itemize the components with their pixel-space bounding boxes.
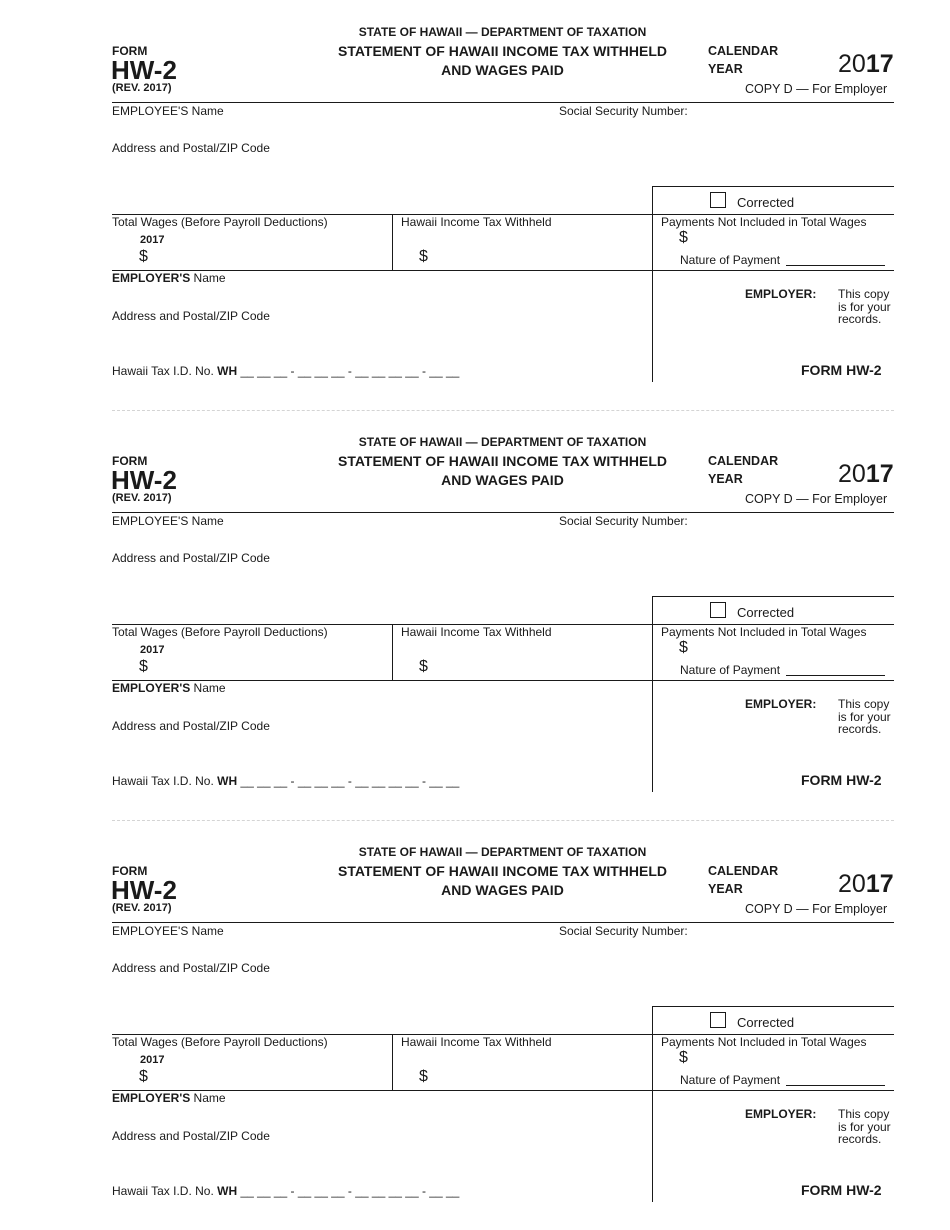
corrected-label: Corrected xyxy=(737,195,795,210)
form-revision: (REV. 2017) xyxy=(112,82,172,94)
right-column-divider xyxy=(652,596,653,792)
agency-title: STATE OF HAWAII — DEPARTMENT OF TAXATION xyxy=(358,845,647,859)
wages-year: 2017 xyxy=(140,234,165,246)
corrected-label: Corrected xyxy=(737,605,795,620)
wages-year: 2017 xyxy=(140,1054,165,1066)
form-footer: FORM HW-2 xyxy=(801,772,882,788)
calendar-year: 2017 xyxy=(838,870,894,898)
hawaii-tax-id: Hawaii Tax I.D. No. WH __ __ __ - __ __ __ - __ __ __ __ - __ __ xyxy=(112,774,460,788)
calendar-year: 2017 xyxy=(838,460,894,488)
employer-label: EMPLOYER: xyxy=(745,697,817,711)
employer-records-note: This copy is for your records. xyxy=(838,697,891,736)
payments-not-included-label: Payments Not Included in Total Wages xyxy=(661,1035,867,1049)
corrected-box-top xyxy=(653,1006,894,1007)
form-revision: (REV. 2017) xyxy=(112,902,172,914)
right-column-divider xyxy=(652,1006,653,1202)
employee-name-label: EMPLOYEE'S Name xyxy=(112,514,224,528)
tax-withheld-dollar: $ xyxy=(419,1068,428,1085)
employer-label: EMPLOYER: xyxy=(745,287,817,301)
agency-title: STATE OF HAWAII — DEPARTMENT OF TAXATION xyxy=(358,435,647,449)
statement-title-line1: STATEMENT OF HAWAII INCOME TAX WITHHELD xyxy=(338,863,667,879)
total-wages-dollar: $ xyxy=(139,248,148,265)
statement-title-line1: STATEMENT OF HAWAII INCOME TAX WITHHELD xyxy=(338,43,667,59)
employee-address-label: Address and Postal/ZIP Code xyxy=(112,141,270,155)
ssn-label: Social Security Number: xyxy=(559,514,688,528)
form-label: FORM xyxy=(112,864,148,878)
hawaii-tax-id: Hawaii Tax I.D. No. WH __ __ __ - __ __ __ - __ __ __ __ - __ __ xyxy=(112,364,460,378)
hw2-form-copy-2 xyxy=(0,410,950,810)
statement-title-line2: AND WAGES PAID xyxy=(441,62,564,78)
year-label: YEAR xyxy=(708,472,743,486)
wages-year: 2017 xyxy=(140,644,165,656)
ssn-label: Social Security Number: xyxy=(559,104,688,118)
tax-withheld-dollar: $ xyxy=(419,248,428,265)
payments-dollar: $ xyxy=(679,229,688,246)
employer-name-label: EMPLOYER'S Name xyxy=(112,1091,226,1105)
form-number: HW-2 xyxy=(111,875,177,905)
corrected-box-top xyxy=(653,186,894,187)
employer-records-note: This copy is for your records. xyxy=(838,287,891,326)
total-wages-dollar: $ xyxy=(139,1068,148,1085)
ssn-label: Social Security Number: xyxy=(559,924,688,938)
employee-name-label: EMPLOYEE'S Name xyxy=(112,104,224,118)
year-label: YEAR xyxy=(708,882,743,896)
form-footer: FORM HW-2 xyxy=(801,362,882,378)
copy-designation: COPY D — For Employer xyxy=(745,902,888,916)
total-wages-label: Total Wages (Before Payroll Deductions) xyxy=(112,1035,328,1049)
form-label: FORM xyxy=(112,44,148,58)
employee-address-label: Address and Postal/ZIP Code xyxy=(112,961,270,975)
employer-row-top xyxy=(112,270,894,271)
nature-of-payment-line xyxy=(786,265,885,266)
employer-address-label: Address and Postal/ZIP Code xyxy=(112,1129,270,1143)
calendar-year: 2017 xyxy=(838,50,894,78)
tax-withheld-dollar: $ xyxy=(419,658,428,675)
nature-of-payment-label: Nature of Payment xyxy=(680,663,781,677)
form-label: FORM xyxy=(112,454,148,468)
payments-dollar: $ xyxy=(679,639,688,656)
wages-divider xyxy=(392,624,393,680)
payments-dollar: $ xyxy=(679,1049,688,1066)
form-number: HW-2 xyxy=(111,55,177,85)
calendar-label: CALENDAR xyxy=(708,864,779,878)
hw2-form-copy-1 xyxy=(0,0,950,400)
corrected-box-top xyxy=(653,596,894,597)
agency-title: STATE OF HAWAII — DEPARTMENT OF TAXATION xyxy=(358,25,647,39)
year-label: YEAR xyxy=(708,62,743,76)
copy-designation: COPY D — For Employer xyxy=(745,492,888,506)
header-rule xyxy=(112,922,894,923)
employee-name-label: EMPLOYEE'S Name xyxy=(112,924,224,938)
wages-divider xyxy=(392,1034,393,1090)
wages-divider xyxy=(392,214,393,270)
total-wages-dollar: $ xyxy=(139,658,148,675)
nature-of-payment-label: Nature of Payment xyxy=(680,253,781,267)
hawaii-tax-withheld-label: Hawaii Income Tax Withheld xyxy=(401,215,552,229)
employer-name-label: EMPLOYER'S Name xyxy=(112,271,226,285)
corrected-label: Corrected xyxy=(737,1015,795,1030)
employer-name-label: EMPLOYER'S Name xyxy=(112,681,226,695)
employee-address-label: Address and Postal/ZIP Code xyxy=(112,551,270,565)
nature-of-payment-line xyxy=(786,1085,885,1086)
hawaii-tax-withheld-label: Hawaii Income Tax Withheld xyxy=(401,1035,552,1049)
total-wages-label: Total Wages (Before Payroll Deductions) xyxy=(112,215,328,229)
payments-not-included-label: Payments Not Included in Total Wages xyxy=(661,215,867,229)
employer-records-note: This copy is for your records. xyxy=(838,1107,891,1146)
nature-of-payment-line xyxy=(786,675,885,676)
statement-title-line2: AND WAGES PAID xyxy=(441,882,564,898)
header-rule xyxy=(112,102,894,103)
calendar-label: CALENDAR xyxy=(708,454,779,468)
corrected-checkbox[interactable] xyxy=(710,602,726,618)
corrected-checkbox[interactable] xyxy=(710,1012,726,1028)
header-rule xyxy=(112,512,894,513)
hw2-form-copy-3 xyxy=(0,820,950,1220)
statement-title-line1: STATEMENT OF HAWAII INCOME TAX WITHHELD xyxy=(338,453,667,469)
form-number: HW-2 xyxy=(111,465,177,495)
employer-address-label: Address and Postal/ZIP Code xyxy=(112,309,270,323)
corrected-checkbox[interactable] xyxy=(710,192,726,208)
statement-title-line2: AND WAGES PAID xyxy=(441,472,564,488)
payments-not-included-label: Payments Not Included in Total Wages xyxy=(661,625,867,639)
right-column-divider xyxy=(652,186,653,382)
form-revision: (REV. 2017) xyxy=(112,492,172,504)
total-wages-label: Total Wages (Before Payroll Deductions) xyxy=(112,625,328,639)
employer-row-top xyxy=(112,680,894,681)
hawaii-tax-withheld-label: Hawaii Income Tax Withheld xyxy=(401,625,552,639)
hawaii-tax-id: Hawaii Tax I.D. No. WH __ __ __ - __ __ __ - __ __ __ __ - __ __ xyxy=(112,1184,460,1198)
employer-label: EMPLOYER: xyxy=(745,1107,817,1121)
employer-row-top xyxy=(112,1090,894,1091)
copy-designation: COPY D — For Employer xyxy=(745,82,888,96)
calendar-label: CALENDAR xyxy=(708,44,779,58)
employer-address-label: Address and Postal/ZIP Code xyxy=(112,719,270,733)
form-footer: FORM HW-2 xyxy=(801,1182,882,1198)
nature-of-payment-label: Nature of Payment xyxy=(680,1073,781,1087)
